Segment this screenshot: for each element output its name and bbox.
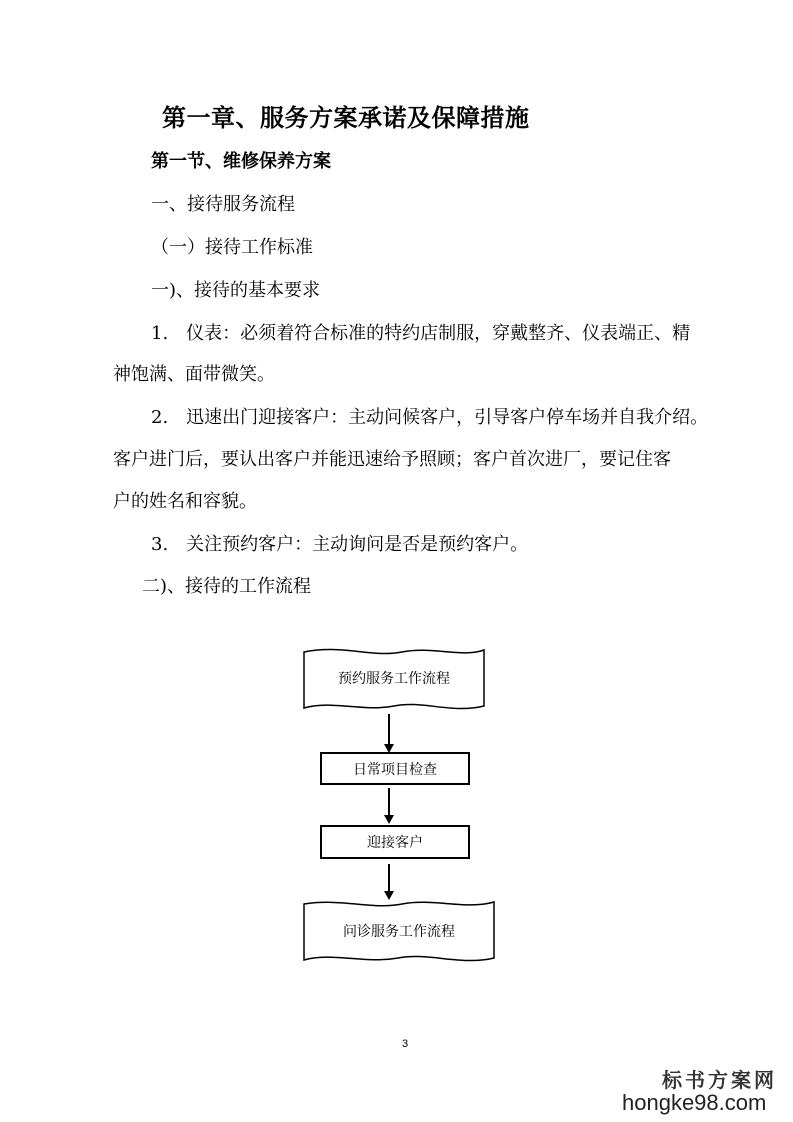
section-title: 第一节、维修保养方案 <box>151 151 331 172</box>
heading-basic-requirements: 一)、接待的基本要求 <box>151 280 321 301</box>
arrowhead-2-icon <box>384 815 394 824</box>
item-1-line-1: 1. 仪表：必须着符合标准的特约店制服，穿戴整齐、仪表端正、精 <box>151 323 691 344</box>
item-2-line-3: 户的姓名和容貌。 <box>113 491 257 512</box>
arrow-2 <box>388 788 390 818</box>
watermark-title: 标书方案网 <box>662 1068 777 1092</box>
arrow-1 <box>388 714 390 747</box>
item-1-line-2: 神饱满、面带微笑。 <box>113 364 275 385</box>
watermark-url: hongke98.com <box>622 1090 767 1115</box>
flow-step-2-label: 日常项目检查 <box>353 761 437 778</box>
heading-work-flow: 二)、接待的工作流程 <box>142 576 312 597</box>
item-2-line-1: 2. 迅速出门迎接客户：主动问候客户，引导客户停车场并自我介绍。 <box>151 407 709 428</box>
flow-step-4 <box>302 898 496 966</box>
flow-step-2 <box>320 752 470 785</box>
flow-step-4-label: 问诊服务工作流程 <box>343 924 455 940</box>
item-2-line-2: 客户进门后，要认出客户并能迅速给予照顾；客户首次进厂，要记住客 <box>113 449 671 470</box>
page-number: 3 <box>402 1038 409 1050</box>
item-3: 3. 关注预约客户：主动询问是否是预约客户。 <box>151 534 529 555</box>
arrow-3 <box>388 864 390 894</box>
chapter-title: 第一章、服务方案承诺及保障措施 <box>162 103 530 132</box>
flow-step-3 <box>320 825 470 859</box>
flow-step-1-label: 预约服务工作流程 <box>338 671 450 687</box>
heading-reception-standard: （一）接待工作标准 <box>151 237 313 258</box>
flow-step-1 <box>302 644 486 714</box>
heading-service-flow: 一、接待服务流程 <box>151 194 295 215</box>
flow-step-3-label: 迎接客户 <box>367 835 423 851</box>
